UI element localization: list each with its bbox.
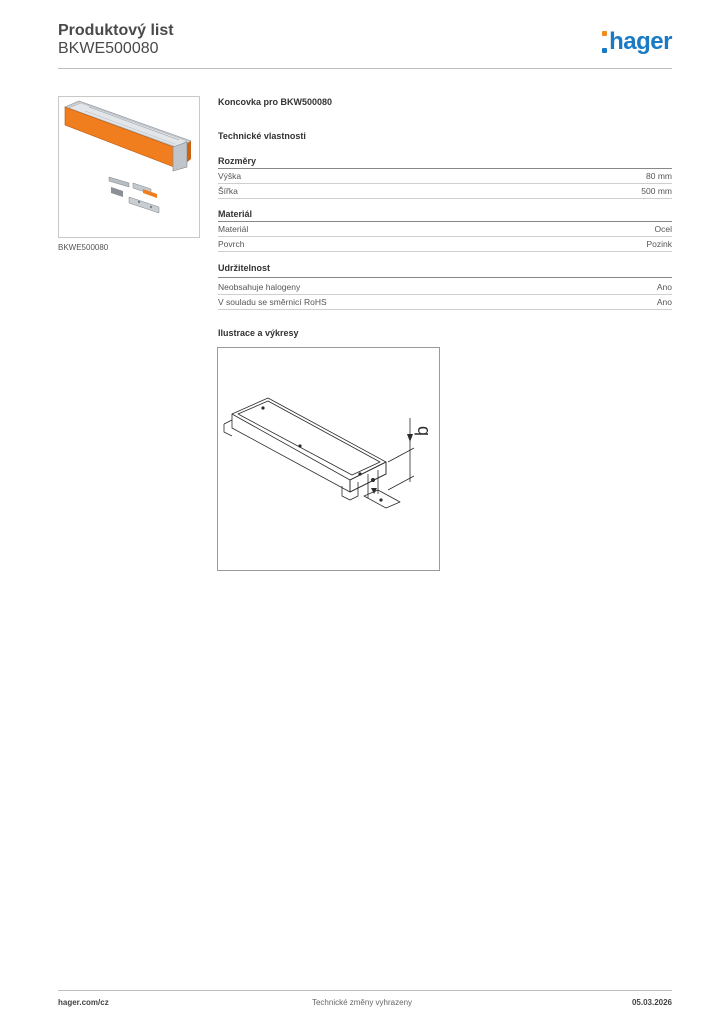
table-row: [218, 222, 672, 237]
row-value: Ocel: [654, 224, 672, 234]
product-photo: [58, 96, 200, 238]
product-code: BKWE500080: [58, 40, 159, 57]
section-rule: [218, 277, 672, 278]
row-value: Ano: [656, 282, 672, 292]
table-row: [218, 169, 672, 184]
row-label: Výška: [218, 171, 242, 181]
technical-drawing: [217, 347, 440, 571]
row-label: Šířka: [218, 186, 238, 196]
table-row: [218, 184, 672, 199]
table-row: [218, 237, 672, 252]
row-label: Materiál: [218, 224, 249, 234]
section-title-sustainability: Udržitelnost: [218, 263, 271, 273]
hager-logo[interactable]: [602, 28, 672, 56]
product-title: Koncovka pro BKW500080: [218, 97, 333, 107]
logo-text: hager: [609, 28, 672, 55]
row-label: Neobsahuje halogeny: [218, 282, 301, 292]
header-divider: [58, 68, 672, 69]
technical-drawing-svg: [218, 348, 439, 570]
footer-website[interactable]: hager.com/cz: [58, 998, 109, 1007]
product-photo-illustration: [59, 97, 199, 237]
section-title-material: Materiál: [218, 209, 253, 219]
row-value: Pozink: [646, 239, 672, 249]
document-title: Produktový list: [58, 22, 174, 39]
footer-divider: [58, 990, 672, 991]
footer-note: Technické změny vyhrazeny: [311, 998, 413, 1007]
section-title-dimensions: Rozměry: [218, 156, 257, 166]
row-label: V souladu se směrnicí RoHS: [218, 297, 327, 307]
photo-caption: BKWE500080: [58, 243, 109, 252]
logo-mark-icon: [602, 31, 607, 53]
dimension-label: b: [412, 425, 432, 436]
row-label: Povrch: [218, 239, 245, 249]
footer-date: 05.03.2026: [631, 998, 672, 1007]
table-row: [218, 280, 672, 295]
table-row: [218, 295, 672, 310]
row-value: Ano: [656, 297, 672, 307]
illustrations-heading: Ilustrace a výkresy: [218, 328, 299, 338]
row-value: 80 mm: [646, 171, 672, 181]
technical-properties-heading: Technické vlastnosti: [218, 131, 306, 141]
row-value: 500 mm: [641, 186, 672, 196]
